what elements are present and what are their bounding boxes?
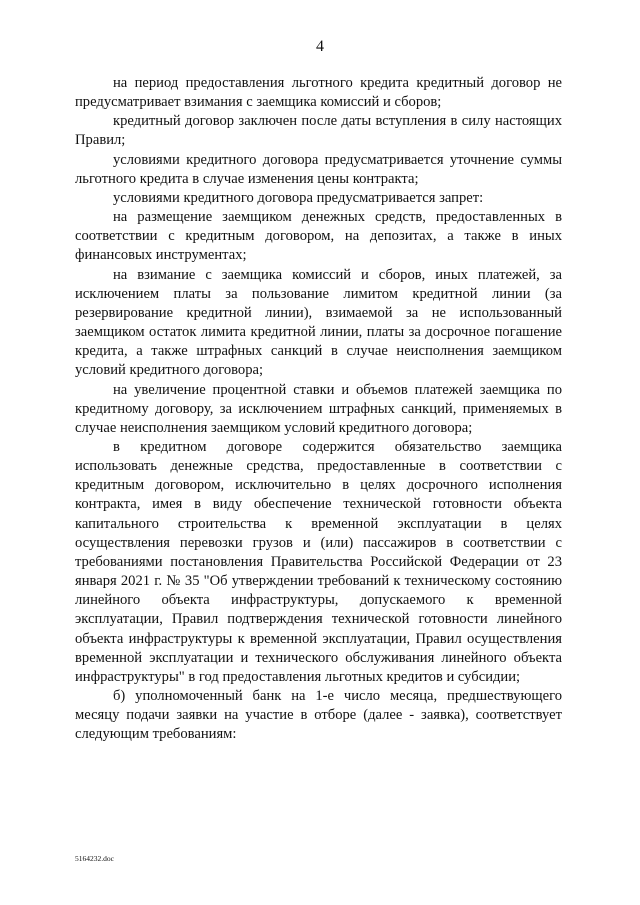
paragraph: кредитный договор заключен после даты вступления в силу настоящих Правил; <box>75 113 562 149</box>
paragraph: условиями кредитного договора предусматривается запрет: <box>113 189 484 206</box>
document-body <box>75 74 562 744</box>
paragraph: на период предоставления льготного кредита кредитный договор не предусматривает взимания с заемщика комиссий и сборов; <box>75 75 562 111</box>
paragraph: на взимание с заемщика комиссий и сборов, иных платежей, за исключением платы за пользование лимитом кредитной линии (за резервирование кредитной линии), взимаемой за не использованный заемщиком остаток лимита кредитной линии, платы за досрочное погашение кредита, а также штрафных санкций в случае неисполнения заемщиком условий кредитного договора; <box>75 266 562 379</box>
page-number: 4 <box>316 38 324 55</box>
paragraph: на размещение заемщиком денежных средств, предоставленных в соответствии с кредитным договором, на депозитах, а также в иных финансовых инструментах; <box>75 209 562 264</box>
paragraph: в кредитном договоре содержится обязательство заемщика использовать денежные средства, предоставленные в соответствии с кредитным договором, исключительно в целях досрочного исполнения контракта, имея в виду обеспечение технической готовности объекта капитального строительства к временной эксплуатации в целях осуществления перевозки грузов и (или) пассажиров в соответствии с требованиями постановления Правительства Российской Федерации от 23 января 2021 г. № 35 "Об утверждении требований к техническому состоянию линейного объекта инфраструктуры, допускаемого к временной эксплуатации, Правил подтверждения технической готовности линейного объекта инфраструктуры к временной эксплуатации, Правил осуществления временной эксплуатации и технического обслуживания линейного объекта инфраструктуры" в год предоставления льготных кредитов и субсидии; <box>75 438 562 685</box>
paragraph: на увеличение процентной ставки и объемов платежей заемщика по кредитному договору, за исключением штрафных санкций, применяемых в случае неисполнения заемщиком условий кредитного договора; <box>75 381 562 436</box>
paragraph: б) уполномоченный банк на 1-е число месяца, предшествующего месяцу подачи заявки на участие в отборе (далее - заявка), соответствует следующим требованиям: <box>75 688 562 743</box>
paragraph: условиями кредитного договора предусматривается уточнение суммы льготного кредита в случае изменения цены контракта; <box>75 151 562 187</box>
document-filename: 5164232.doc <box>75 854 114 863</box>
